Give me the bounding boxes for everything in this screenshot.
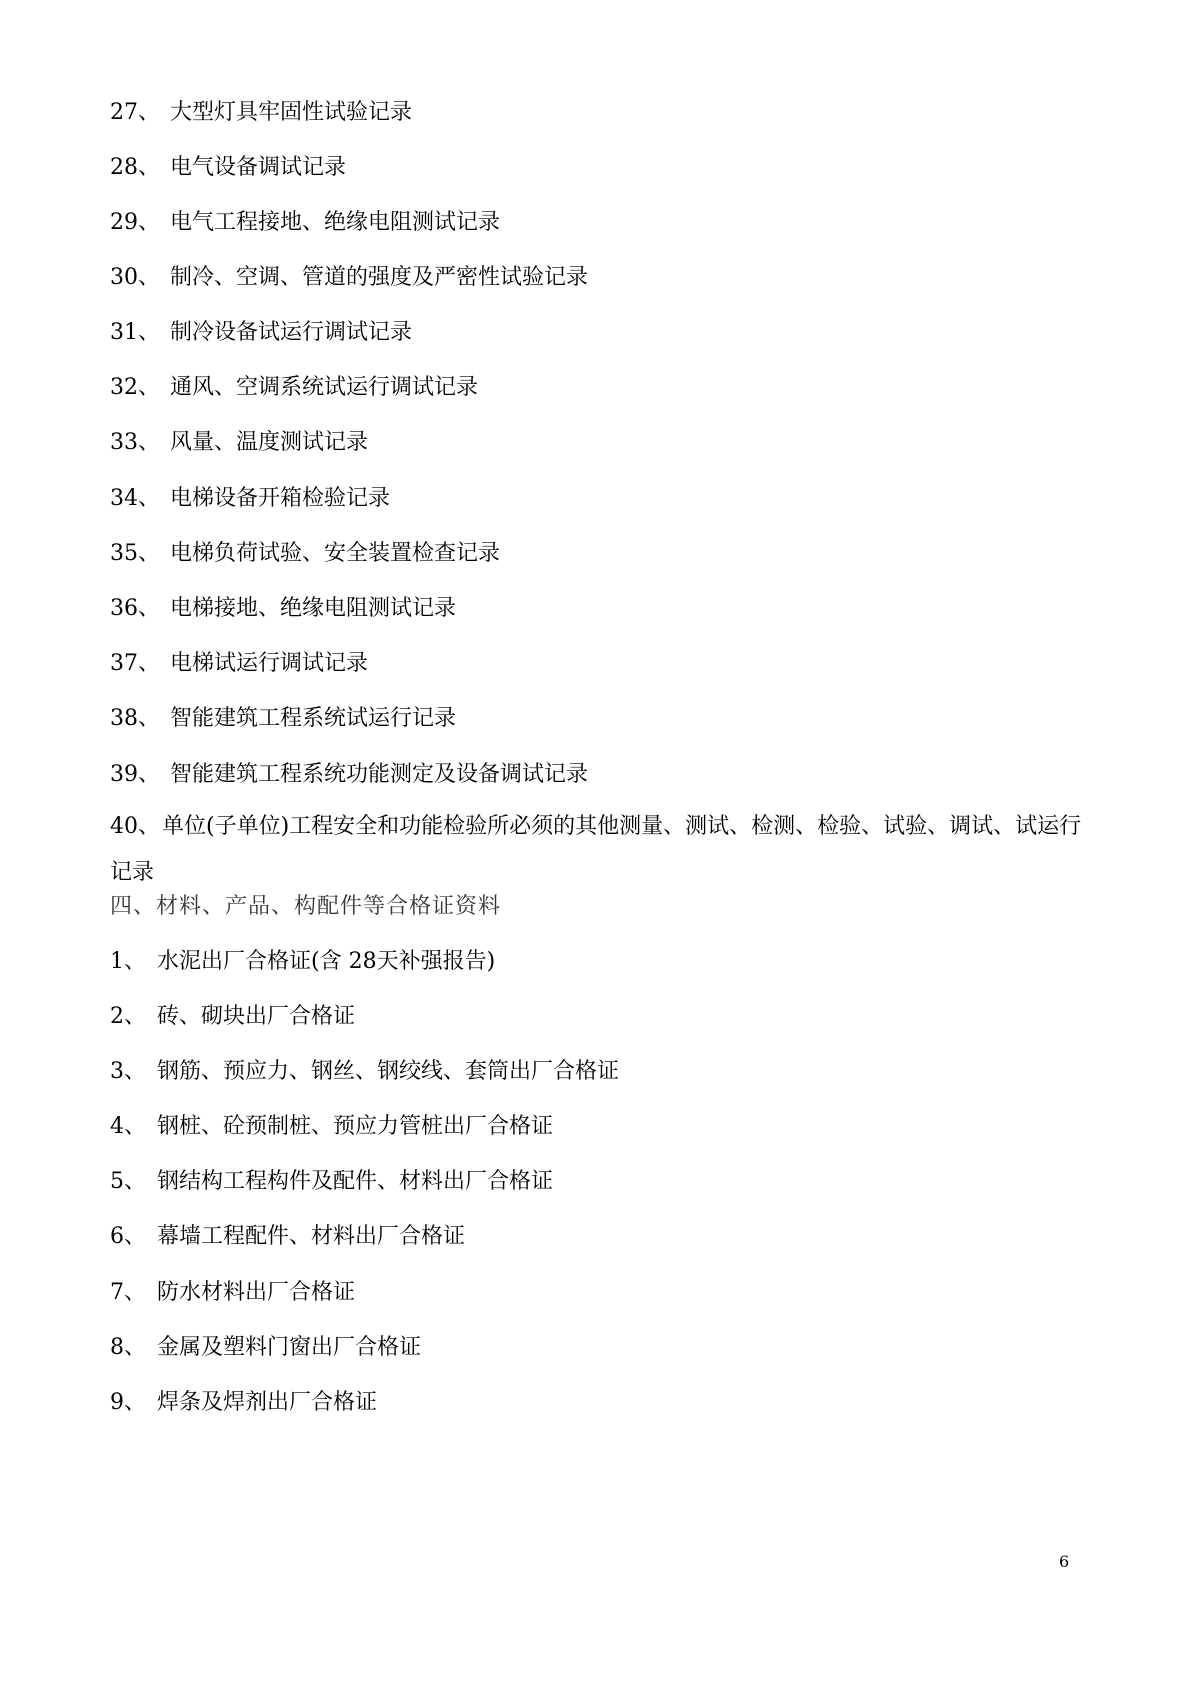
list-item: [110, 1112, 553, 1142]
item-text: 水泥出厂合格证(含 28天补强报告): [157, 949, 496, 974]
item-text: 通风、空调系统试运行调试记录: [170, 375, 479, 400]
item-number: 27、: [110, 100, 160, 125]
list-item: [110, 318, 412, 348]
list-item: [110, 760, 588, 790]
item-number: 36、: [110, 596, 160, 621]
item-text: 智能建筑工程系统试运行记录: [170, 706, 457, 731]
item-text: 电气工程接地、绝缘电阻测试记录: [170, 210, 501, 235]
item-number: 32、: [110, 375, 160, 400]
item-number: 5、: [110, 1169, 146, 1194]
item-text: 电气设备调试记录: [170, 155, 347, 180]
item-number: 6、: [110, 1224, 146, 1249]
item-text: 电梯负荷试验、安全装置检查记录: [170, 541, 501, 566]
item-text: 大型灯具牢固性试验记录: [170, 100, 413, 125]
item-number: 30、: [110, 265, 160, 290]
section-heading: 四、材料、产品、构配件等合格证资料: [110, 894, 502, 919]
list-item: [110, 1222, 465, 1252]
item-number: 7、: [110, 1280, 146, 1305]
item-text: 智能建筑工程系统功能测定及设备调试记录: [170, 762, 589, 787]
list-item: [110, 649, 368, 679]
list-item: [110, 947, 495, 977]
page-number: 6: [1059, 1552, 1070, 1571]
item-number: 9、: [110, 1390, 146, 1415]
item-number: 34、: [110, 486, 160, 511]
item-number: 35、: [110, 541, 160, 566]
list-item: [110, 484, 390, 514]
item-number: 40、: [110, 814, 160, 839]
item-text: 电梯接地、绝缘电阻测试记录: [170, 596, 457, 621]
item-text: 制冷、空调、管道的强度及严密性试验记录: [170, 265, 589, 290]
list-item: [110, 208, 500, 238]
item-number: 28、: [110, 155, 160, 180]
item-number: 31、: [110, 320, 160, 345]
item-number: 3、: [110, 1059, 146, 1084]
item-text: 焊条及焊剂出厂合格证: [157, 1390, 378, 1415]
item-text: 砖、砌块出厂合格证: [157, 1004, 356, 1029]
item-text: 金属及塑料门窗出厂合格证: [157, 1335, 422, 1360]
list-item-wrapped: [110, 804, 1090, 896]
item-number: 8、: [110, 1335, 146, 1360]
item-number: 4、: [110, 1114, 146, 1139]
list-item: [110, 98, 412, 128]
item-text: 钢筋、预应力、钢丝、钢绞线、套筒出厂合格证: [157, 1059, 620, 1084]
list-item: [110, 1333, 421, 1363]
list-item: [110, 1002, 355, 1032]
list-item: [110, 153, 346, 183]
item-text: 幕墙工程配件、材料出厂合格证: [157, 1224, 466, 1249]
item-number: 37、: [110, 651, 160, 676]
item-text: 电梯设备开箱检验记录: [170, 486, 391, 511]
item-text: 风量、温度测试记录: [170, 430, 369, 455]
list-item: [110, 263, 588, 293]
item-text: 单位(子单位)工程安全和功能检验所必须的其他测量、测试、检测、检验、试验、调试、试运行记录: [110, 814, 1082, 885]
list-item: [110, 704, 456, 734]
item-text: 制冷设备试运行调试记录: [170, 320, 413, 345]
list-item: [110, 594, 456, 624]
list-item: [110, 1057, 619, 1087]
item-number: 38、: [110, 706, 160, 731]
list-item: [110, 1167, 553, 1197]
item-text: 钢结构工程构件及配件、材料出厂合格证: [157, 1169, 554, 1194]
item-number: 2、: [110, 1004, 146, 1029]
list-item: [110, 539, 500, 569]
list-item: [110, 1388, 377, 1418]
item-number: 33、: [110, 430, 160, 455]
list-item: [110, 373, 478, 403]
item-text: 防水材料出厂合格证: [157, 1280, 356, 1305]
item-text: 电梯试运行调试记录: [170, 651, 369, 676]
item-number: 39、: [110, 762, 160, 787]
list-item: [110, 428, 368, 458]
list-item: [110, 1278, 355, 1308]
item-number: 29、: [110, 210, 160, 235]
item-number: 1、: [110, 949, 146, 974]
item-text: 钢桩、砼预制桩、预应力管桩出厂合格证: [157, 1114, 554, 1139]
